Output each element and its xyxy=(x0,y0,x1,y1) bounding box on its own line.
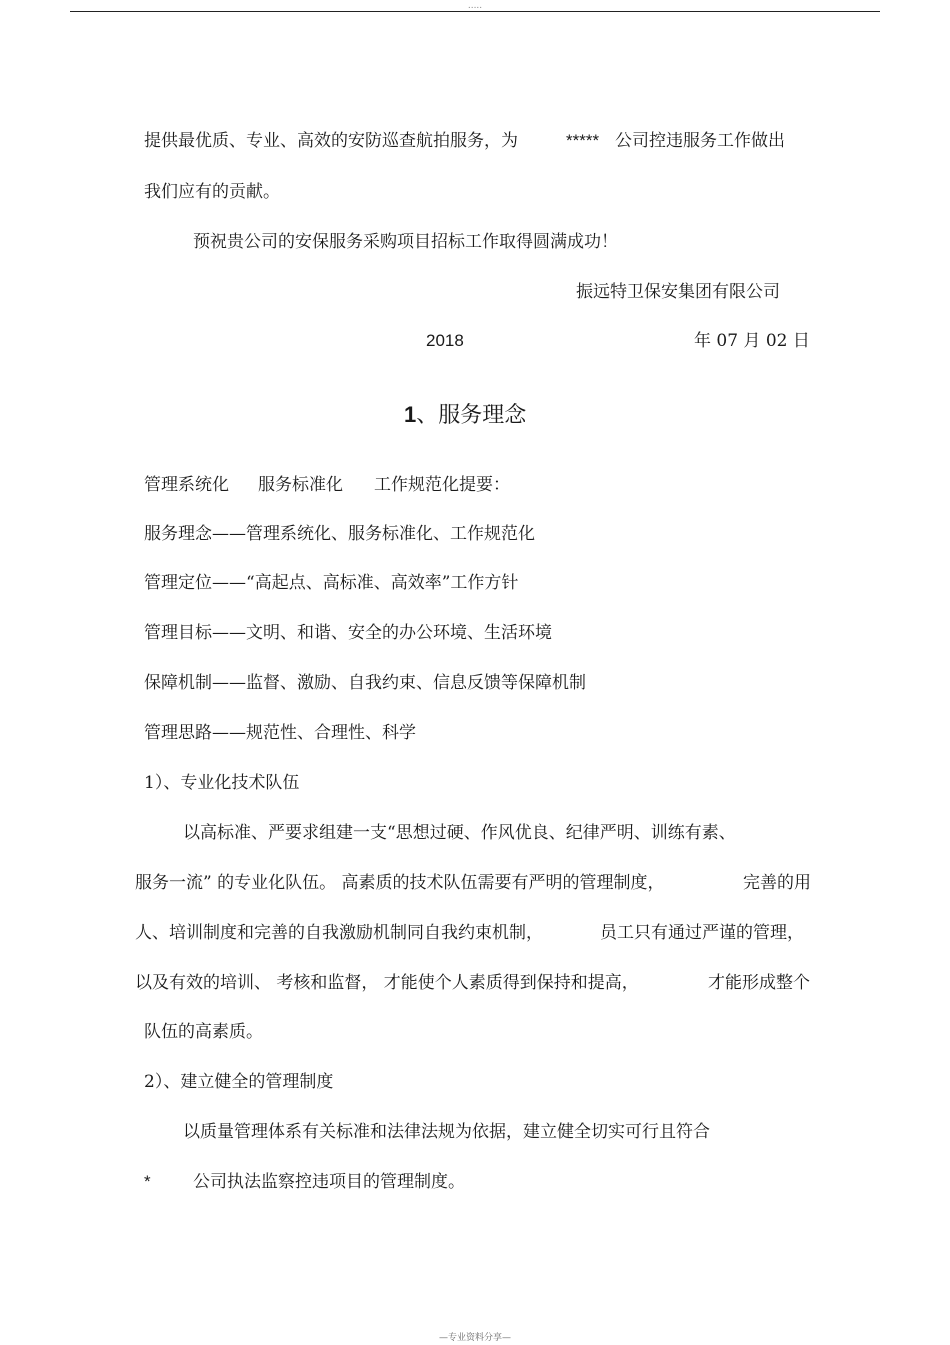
intro-line1-b: 公司控违服务工作做出 xyxy=(615,131,785,151)
summary-item-2: 服务标准化 xyxy=(258,475,343,495)
sub2-paragraph-line: 公司执法监察控违项目的管理制度。 xyxy=(193,1172,465,1192)
summary-item-3: 工作规范化提要： xyxy=(374,475,510,495)
sub1-paragraph-line: 服务一流” 的专业化队伍。 高素质的技术队伍需要有严明的管理制度， xyxy=(135,873,665,893)
sub2-heading: 2）、建立健全的管理制度 xyxy=(144,1072,334,1092)
section1-heading xyxy=(404,401,526,430)
list-item: 服务理念——管理系统化、服务标准化、工作规范化 xyxy=(144,524,535,544)
section1-number: 1 xyxy=(404,402,417,427)
sub2-star: * xyxy=(144,1172,151,1191)
date-year: 2018 xyxy=(426,331,464,350)
summary-item-1: 管理系统化 xyxy=(144,475,229,495)
sub1-paragraph-line: 才能形成整个 xyxy=(708,973,810,993)
sub1-paragraph-line: 完善的用 xyxy=(743,873,811,893)
intro-line1-a: 提供最优质、专业、高效的安防巡查航拍服务，为 xyxy=(144,131,518,151)
date-rest: 年 07 月 02 日 xyxy=(694,331,810,351)
sub1-paragraph-line: 以高标准、严要求组建一支“思想过硬、作风优良、纪律严明、训练有素、 xyxy=(183,823,736,843)
list-item: 管理思路——规范性、合理性、科学 xyxy=(144,723,416,743)
intro-line1-stars: ***** xyxy=(566,131,600,150)
intro-line2: 我们应有的贡献。 xyxy=(144,182,280,202)
sub1-paragraph-line: 队伍的高素质。 xyxy=(144,1022,263,1042)
sub1-paragraph-line: 以及有效的培训、 考核和监督， 才能使个人素质得到保持和提高， xyxy=(135,973,639,993)
company-name: 振远特卫保安集团有限公司 xyxy=(576,282,780,302)
sub1-heading: 1）、专业化技术队伍 xyxy=(144,773,300,793)
section1-title: 、服务理念 xyxy=(416,403,527,428)
list-item: 保障机制——监督、激励、自我约束、信息反馈等保障机制 xyxy=(144,673,586,693)
header-rule xyxy=(70,11,880,12)
list-item: 管理定位——“高起点、高标准、高效率”工作方针 xyxy=(144,573,519,593)
intro-wish: 预祝贵公司的安保服务采购项目招标工作取得圆满成功！ xyxy=(193,232,618,252)
page-footer: —专业资料分享— xyxy=(438,1333,511,1343)
sub1-paragraph-line: 人、培训制度和完善的自我激励机制同自我约束机制， xyxy=(135,923,543,943)
sub1-paragraph-line: 员工只有通过严谨的管理， xyxy=(600,923,804,943)
list-item: 管理目标——文明、和谐、安全的办公环境、生活环境 xyxy=(144,623,552,643)
header-dots: ..... xyxy=(467,1,483,11)
sub2-paragraph-line: 以质量管理体系有关标准和法律法规为依据，建立健全切实可行且符合 xyxy=(183,1122,710,1142)
